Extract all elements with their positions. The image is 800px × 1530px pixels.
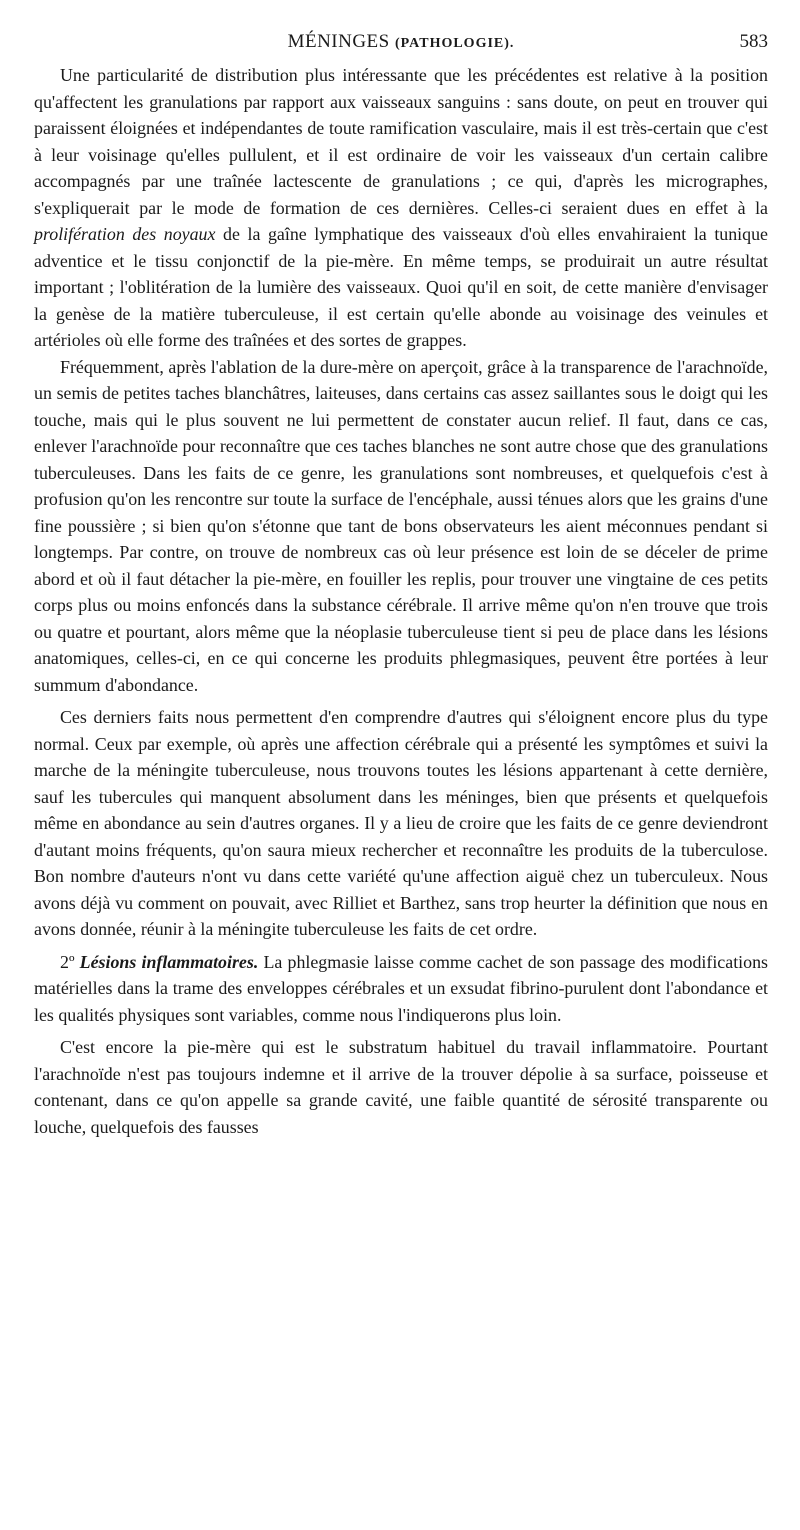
- running-head-title-main: MÉNINGES: [287, 31, 390, 52]
- body-text: [34, 62, 768, 1140]
- paragraph: [34, 1034, 768, 1140]
- section-number: 2º: [60, 951, 75, 972]
- paragraph-text: La phlegmasie laisse comme cachet de son passage des modifications matérielles dans la trame des enveloppes cérébrales et un exsudat fibrino-purulent dont l'abondance et les qualités physiques sont variables, comme nous l'indiquerons plus loin.: [34, 951, 768, 1025]
- paragraph: [34, 354, 768, 699]
- paragraph-text: Une particularité de distribution plus intéressante que les précédentes est relative à la position qu'affectent les granulations par rapport aux vaisseaux sanguins : sans doute, on peut en trouver qui paraissent éloignées et indépendantes de toute ramification vasculaire, mais il est très-certain que c'est à leur voisinage qu'elles pullulent, et il est ordinaire de voir les vaisseaux d'un certain calibre accompagnés par une traînée lactescente de granulations ; ce qui, d'après les micrographes, s'expliquerait par le mode de formation de ces dernières. Celles-ci seraient dues en effet à la: [34, 65, 768, 218]
- paragraph-text: Ces derniers faits nous permettent d'en comprendre d'autres qui s'éloignent encore plus du type normal. Ceux par exemple, où après une affection cérébrale qui a présenté les symptômes et suivi la marche de la méningite tuberculeuse, nous trouvons toutes les lésions appartenant à cette dernière, sauf les tubercules qui manquent absolument dans les méninges, bien que présents et quelquefois même en abondance au sein d'autres organes. Il y a lieu de croire que les faits de ce genre deviendront d'autant moins fréquents, qu'on saura mieux rechercher et reconnaître les produits de la tuberculose. Bon nombre d'auteurs n'ont vu dans cette variété qu'une affection aiguë chez un tuberculeux. Nous avons déjà vu comment on pouvait, avec Rilliet et Barthez, sans trop heurter la définition que nous en avons donnée, réunir à la méningite tuberculeuse les faits de cet ordre.: [34, 707, 768, 939]
- paragraph-text: C'est encore la pie-mère qui est le substratum habituel du travail inflammatoire. Pourtant l'arachnoïde n'est pas toujours indemne et il arrive de la trouver dépolie à sa surface, poisseuse et contenant, dans ce qu'on appelle sa grande cavité, une faible quantité de sérosité transparente ou louche, quelquefois des fausses: [34, 1037, 768, 1137]
- running-head: [34, 30, 768, 54]
- page-number: 583: [739, 31, 768, 52]
- paragraph: [34, 704, 768, 943]
- paragraph: [34, 949, 768, 1029]
- paragraph: [34, 62, 768, 354]
- running-head-title-sub: (PATHOLOGIE).: [394, 36, 515, 51]
- emphasis-text: prolifération des noyaux: [34, 224, 216, 244]
- running-head-title: [34, 30, 768, 56]
- paragraph-text: Fréquemment, après l'ablation de la dure-mère on aperçoit, grâce à la transparence de l'arachnoïde, un semis de petites taches blanchâtres, laiteuses, dans certains cas assez saillantes sous le doigt qui les touche, mais qui le plus souvent ne lui permettent de constater aucun relief. Il faut, dans ce cas, enlever l'arachnoïde pour reconnaître que ces taches blanches ne sont autre chose que des granulations tuberculeuses. Dans les faits de ce genre, les granulations sont nombreuses, et quelquefois c'est à profusion qu'on les rencontre sur toute la surface de l'encéphale, aussi ténues alors que les grains d'une fine poussière ; si bien qu'on s'étonne que tant de bons observateurs les aient méconnues pendant si longtemps. Par contre, on trouve de nombreux cas où leur présence est loin de se déceler de prime abord et où il faut détacher la pie-mère, en fouiller les replis, pour trouver une vingtaine de ces petits corps plus ou moins enfoncés dans la substance cérébrale. Il arrive même qu'on n'en trouve que trois ou quatre et pourtant, alors même que la néoplasie tuberculeuse tient si peu de place dans les lésions anatomiques, celles-ci, en ce qui concerne les produits phlegmasiques, peuvent être portées à leur summum d'abondance.: [34, 356, 768, 695]
- section-heading: Lésions inflammatoires.: [79, 951, 259, 972]
- paragraph-text: de la gaîne lymphatique des vaisseaux d'où elles envahiraient la tunique adventice et le tissu conjonctif de la pie-mère. En même temps, se produirait un autre résultat important ; l'oblitération de la lumière des vaisseaux. Quoi qu'il en soit, de cette manière d'envisager la genèse de la matière tuberculeuse, il est certain qu'elle abonde au voisinage des veinules et artérioles où elle forme des traînées et des sortes de grappes.: [34, 224, 768, 350]
